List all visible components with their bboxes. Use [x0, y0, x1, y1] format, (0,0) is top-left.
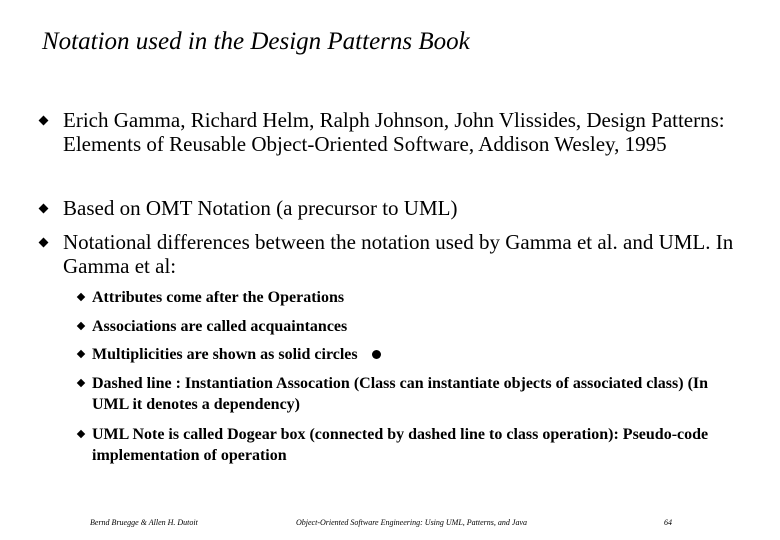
bullet-text: Based on OMT Notation (a precursor to UML) — [63, 196, 458, 220]
sub-bullet-text: Multiplicities are shown as solid circles — [92, 346, 358, 363]
sub-bullet-multiplicities — [78, 344, 728, 365]
sub-bullet-icon — [77, 430, 85, 438]
solid-circle-icon — [372, 350, 381, 359]
sub-bullet-text: UML Note is called Dogear box (connected by dashed line to class operation): Pseudo-code implementation of operation — [92, 426, 709, 464]
sub-bullet-icon — [77, 322, 85, 330]
diamond-bullet-icon — [39, 116, 49, 126]
diamond-bullet-icon — [39, 204, 49, 214]
footer-book-title: Object-Oriented Software Engineering: Using UML, Patterns, and Java — [296, 518, 527, 527]
footer-page-number: 64 — [664, 518, 672, 527]
sub-bullet-icon — [77, 293, 85, 301]
sub-bullet-icon — [77, 350, 85, 358]
sub-bullet-dogear-box — [78, 424, 728, 466]
sub-bullet-text: Dashed line : Instantiation Assocation (Class can instantiate objects of associated class) (In UML it denotes a dependency) — [92, 375, 709, 413]
sub-bullet-associations — [78, 316, 728, 337]
bullet-reference — [54, 108, 758, 156]
sub-bullet-line — [92, 344, 728, 365]
bullet-text: Notational differences between the notation used by Gamma et al. and UML. In Gamma et al: — [63, 230, 734, 278]
diamond-bullet-icon — [39, 238, 49, 248]
sub-bullet-text: Associations are called acquaintances — [92, 318, 348, 335]
bullet-notational-differences — [54, 230, 758, 278]
footer-authors: Bernd Bruegge & Allen H. Dutoit — [90, 518, 198, 527]
slide-title: Notation used in the Design Patterns Book — [42, 28, 470, 55]
sub-bullet-icon — [77, 379, 85, 387]
sub-bullet-text: Attributes come after the Operations — [92, 289, 345, 306]
sub-bullet-attributes — [78, 287, 728, 308]
sub-bullet-dashed-line — [78, 373, 728, 415]
bullet-text: Erich Gamma, Richard Helm, Ralph Johnson, John Vlissides, Design Patterns: Elements of Reusable Object-Oriented Software, Addison Wesley, 1995 — [63, 108, 725, 156]
bullet-omt-notation — [54, 196, 758, 220]
